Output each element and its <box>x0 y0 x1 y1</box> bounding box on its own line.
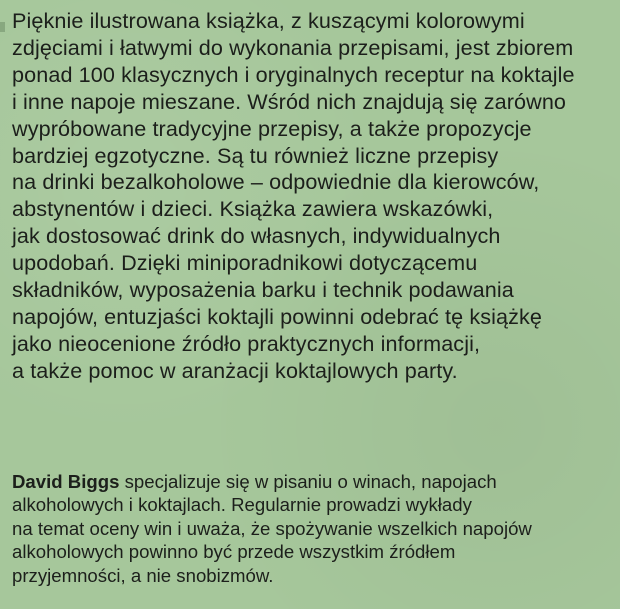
bio-first-line-text: specjalizuje się w pisaniu o winach, napojach <box>119 471 497 492</box>
description-line: zdjęciami i łatwymi do wykonania przepisami, jest zbiorem <box>12 34 574 60</box>
bio-line: na temat oceny win i uważa, że spożywanie wszelkich napojów <box>12 517 532 539</box>
description-line: składników, wyposażenia barku i technik podawania <box>12 277 514 303</box>
description-line: a także pomoc w aranżacji koktajlowych party. <box>12 357 458 383</box>
description-line: upodobań. Dzięki miniporadnikowi dotyczącemu <box>12 250 478 276</box>
book-description <box>12 8 616 385</box>
description-line: jako nieocenione źródło praktycznych informacji, <box>12 330 481 356</box>
description-line: napojów, entuzjaści koktajli powinni odebrać tę książkę <box>12 303 543 329</box>
author-bio <box>12 470 616 587</box>
description-line: jak dostosować drink do własnych, indywidualnych <box>12 223 501 249</box>
description-line: na drinki bezalkoholowe – odpowiednie dla kierowców, <box>12 169 540 195</box>
bio-line: alkoholowych i koktajlach. Regularnie prowadzi wykłady <box>12 494 472 516</box>
description-line: Pięknie ilustrowana książka, z kuszącymi kolorowymi <box>12 8 525 33</box>
print-mark <box>0 22 5 32</box>
bio-line: przyjemności, a nie snobizmów. <box>12 564 274 586</box>
description-line: i inne napoje mieszane. Wśród nich znajdują się zarówno <box>12 88 567 114</box>
bio-line: alkoholowych powinno być przede wszystkim źródłem <box>12 541 456 563</box>
description-line: abstynentów i dzieci. Książka zawiera wskazówki, <box>12 196 494 222</box>
author-name: David Biggs <box>12 471 120 492</box>
description-line: bardziej egzotyczne. Są tu również liczne przepisy <box>12 142 499 168</box>
bio-line <box>12 470 616 493</box>
description-line: ponad 100 klasycznych i oryginalnych receptur na koktajle <box>12 61 575 87</box>
description-line: wypróbowane tradycyjne przepisy, a także propozycje <box>12 115 532 141</box>
